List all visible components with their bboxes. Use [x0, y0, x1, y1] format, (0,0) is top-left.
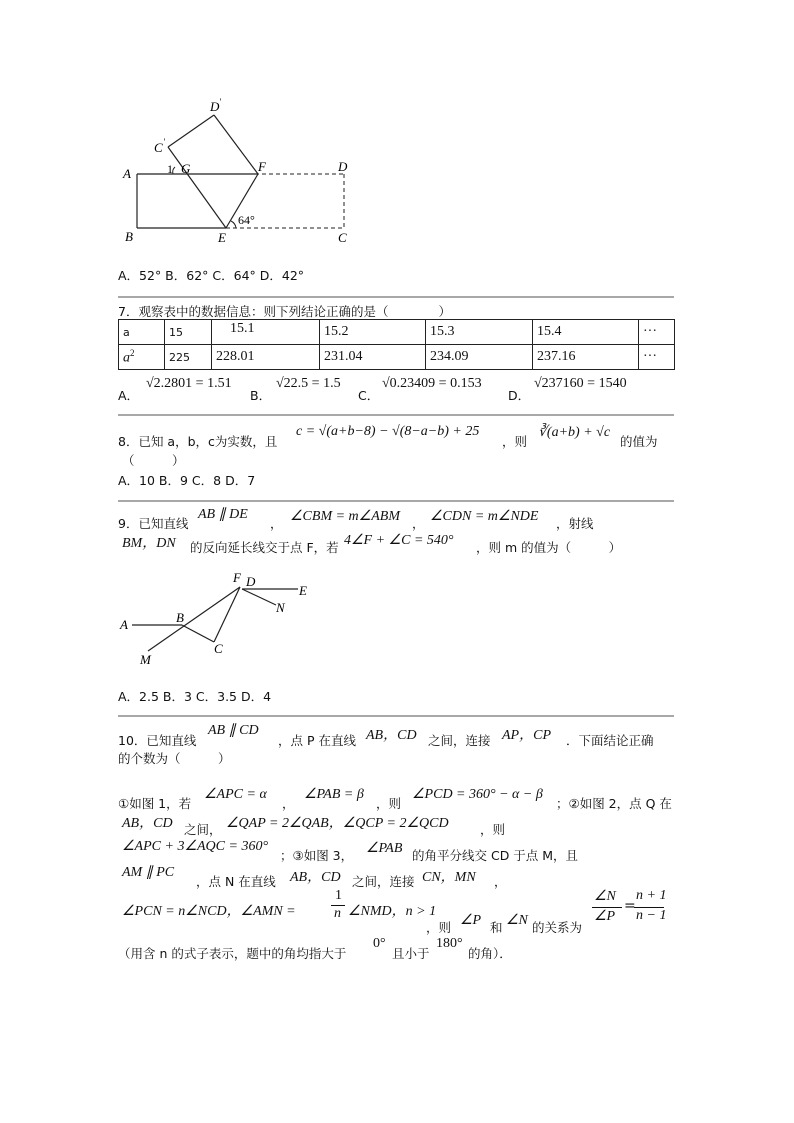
q10-rel-equals: = [624, 898, 636, 914]
q7-table [118, 319, 675, 370]
q9-comma2: ， [412, 516, 425, 531]
label-d1: D [210, 99, 220, 114]
q10-ab-parallel-cd: AB ∥ CD [208, 723, 259, 738]
label-f: F [233, 570, 241, 585]
angle-64-arc [231, 221, 236, 228]
label-b: B [125, 229, 133, 244]
q7-option-c-label: C． [358, 388, 380, 403]
q8-lead: 8．已知 a，b，c为实数，且 [118, 434, 278, 449]
q9-cbm: ∠CBM = m∠ABM [290, 509, 400, 524]
q10-rel-num-left: ∠N [594, 889, 616, 904]
q10-rel-den-left: ∠P [594, 909, 616, 924]
table-cell: a [119, 320, 165, 345]
q10-note-a: （用含 n 的式子表示，题中的角均指大于 [118, 946, 347, 961]
q9-options: A．2.5 B．3 C．3.5 D．4 [118, 689, 272, 704]
q8-equation: c = √(a+b−8) − √(8−a−b) + 25 [296, 424, 480, 439]
q10-apc: ∠APC = α [204, 787, 267, 802]
segment-c1d1 [168, 115, 214, 147]
q10-s3-then: ，则 [426, 920, 452, 935]
ray-dn [214, 587, 240, 642]
q10-ab-cd: AB，CD [366, 728, 417, 743]
q8-expression: ∛(a+b) + √c [538, 425, 611, 440]
table-cell: 15.4 [533, 320, 639, 345]
table-row [119, 320, 675, 345]
q10-s3-connect: 之间，连接 [352, 874, 415, 889]
q9-ray: ，射线 [556, 516, 594, 531]
q10-am-parallel-pc: AM ∥ PC [122, 865, 175, 880]
q9-ask: ，则 m 的值为（ ） [476, 540, 622, 555]
q9-condition: 4∠F + ∠C = 540° [344, 533, 454, 548]
q7-text: 7．观察表中的数据信息：则下列结论正确的是（ ） [118, 304, 451, 319]
table-cell: $a^2$ [119, 345, 165, 370]
q10-rel-den-right: n − 1 [636, 908, 667, 923]
divider-q8 [118, 414, 674, 416]
q10-p-between: ，点 P 在直线 [278, 733, 356, 748]
label-c1: C [154, 140, 163, 155]
q10-angle-p: ∠P [460, 913, 482, 928]
q10-pcn-amn: ∠PCN = n∠NCD，∠AMN = [122, 904, 296, 919]
q8-tail: 的值为 [620, 434, 658, 449]
label-g: G [181, 161, 191, 176]
label-b: B [176, 610, 184, 625]
q7-option-b-label: B． [250, 388, 272, 403]
segment-d1f [214, 115, 258, 174]
table-cell: 231.04 [320, 345, 426, 370]
label-d1-prime: ' [219, 97, 221, 107]
q10-s1-next: ；②如图 2，点 Q 在 [556, 796, 672, 811]
q10-relation: 的关系为 [532, 920, 583, 935]
table-cell: 228.01 [212, 345, 320, 370]
q10-s3-bisector: 的角平分线交 CD 于点 M，且 [412, 848, 579, 863]
label-n: N [276, 600, 285, 615]
q7-option-d: √237160 = 1540 [534, 376, 627, 391]
label-d: D [246, 574, 256, 589]
q9-comma1: ， [270, 516, 283, 531]
q10-ap-cp: AP，CP [502, 728, 551, 743]
q10-note-c: 的角）． [468, 946, 512, 961]
label-d: D [338, 159, 348, 174]
q10-pab: ∠PAB = β [304, 787, 364, 802]
table-cell: 234.09 [426, 345, 533, 370]
q10-s1-then: ，则 [376, 796, 402, 811]
label-c1-prime: ' [163, 137, 165, 147]
figure-folded-rectangle [118, 95, 368, 255]
q10-s2-then: ，则 [480, 822, 506, 837]
q10-qap-qcp: ∠QAP = 2∠QAB，∠QCP = 2∠QCD [226, 816, 449, 831]
q10-pab-2: ∠PAB [366, 841, 403, 856]
table-cell: 237.16 [533, 345, 639, 370]
ray-bm [148, 587, 240, 651]
q10-s3-comma: ， [494, 874, 507, 889]
q9-lead: 9．已知直线 [118, 516, 189, 531]
q10-rel-num-right: n + 1 [636, 888, 667, 903]
q10-ab-cd-2: AB，CD [122, 816, 173, 831]
label-e: E [218, 230, 226, 245]
q6-options: A．52° B．62° C．64° D．42° [118, 268, 305, 283]
table-cell: 225 [165, 345, 212, 370]
table-cell: 15.1 [212, 320, 320, 345]
q8-options: A．10 B．9 C．8 D．7 [118, 473, 256, 488]
q10-line2: 的个数为（ ） [118, 751, 231, 766]
q10-cn-mn: CN，MN [422, 870, 476, 885]
label-m: M [140, 652, 151, 667]
q9-cdn: ∠CDN = m∠NDE [430, 509, 539, 524]
table-row [119, 345, 675, 370]
q10-ab-cd-3: AB，CD [290, 870, 341, 885]
q10-note-180: 180° [436, 936, 463, 951]
q10-s2-between: 之间， [184, 822, 222, 837]
label-angle-1: 1 [167, 162, 173, 176]
q10-note-zero: 0° [373, 936, 386, 951]
label-a: A [123, 166, 131, 181]
q10-lead: 10．已知直线 [118, 733, 197, 748]
segment-bc [182, 625, 214, 642]
label-angle-64: 64° [238, 213, 255, 227]
q10-s3-lead: ；③如图 3， [280, 848, 354, 863]
q10-connect: 之间，连接 [428, 733, 491, 748]
label-c: C [214, 641, 223, 656]
segment-dn [242, 589, 276, 605]
q10-note-b: 且小于 [392, 946, 430, 961]
q10-frac-den: n [334, 906, 341, 921]
divider-q9 [118, 500, 674, 502]
q9-line2: 的反向延长线交于点 F，若 [190, 540, 339, 555]
q10-and: 和 [490, 920, 503, 935]
q7-option-a: √2.2801 = 1.51 [146, 376, 232, 391]
q8-paren: （ ） [122, 453, 185, 468]
label-f: F [258, 159, 266, 174]
segment-c1e [168, 147, 226, 228]
table-cell: ··· [639, 345, 675, 370]
q9-bm-dn: BM，DN [122, 536, 176, 551]
q10-s1-comma: ， [282, 796, 295, 811]
q10-tail: ．下面结论正确 [566, 733, 654, 748]
angle-1-arc [173, 167, 175, 174]
label-c: C [338, 230, 347, 245]
q10-pcd: ∠PCD = 360° − α − β [412, 787, 543, 802]
q7-option-a-label: A． [118, 388, 140, 403]
q9-ab-parallel-de: AB ∥ DE [198, 507, 248, 522]
q10-frac-num: 1 [335, 888, 342, 903]
label-a: A [120, 617, 128, 632]
table-cell: ··· [639, 320, 675, 345]
figure-q9 [118, 568, 338, 678]
q7-option-d-label: D． [508, 388, 531, 403]
q7-option-c: √0.23409 = 0.153 [382, 376, 482, 391]
q10-angle-n: ∠N [506, 913, 528, 928]
table-cell: 15 [165, 320, 212, 345]
table-cell: 15.2 [320, 320, 426, 345]
q10-s3-n-on: ，点 N 在直线 [196, 874, 276, 889]
q10-nmd: ∠NMD，n > 1 [348, 904, 437, 919]
q10-apc-aqc: ∠APC + 3∠AQC = 360° [122, 839, 269, 854]
divider-q10 [118, 715, 674, 717]
table-cell: 15.3 [426, 320, 533, 345]
divider-q7 [118, 296, 674, 298]
q10-s1-lead: ①如图 1，若 [118, 796, 192, 811]
q7-option-b: √22.5 = 1.5 [276, 376, 341, 391]
label-e: E [299, 583, 307, 598]
q8-mid: ，则 [502, 434, 528, 449]
